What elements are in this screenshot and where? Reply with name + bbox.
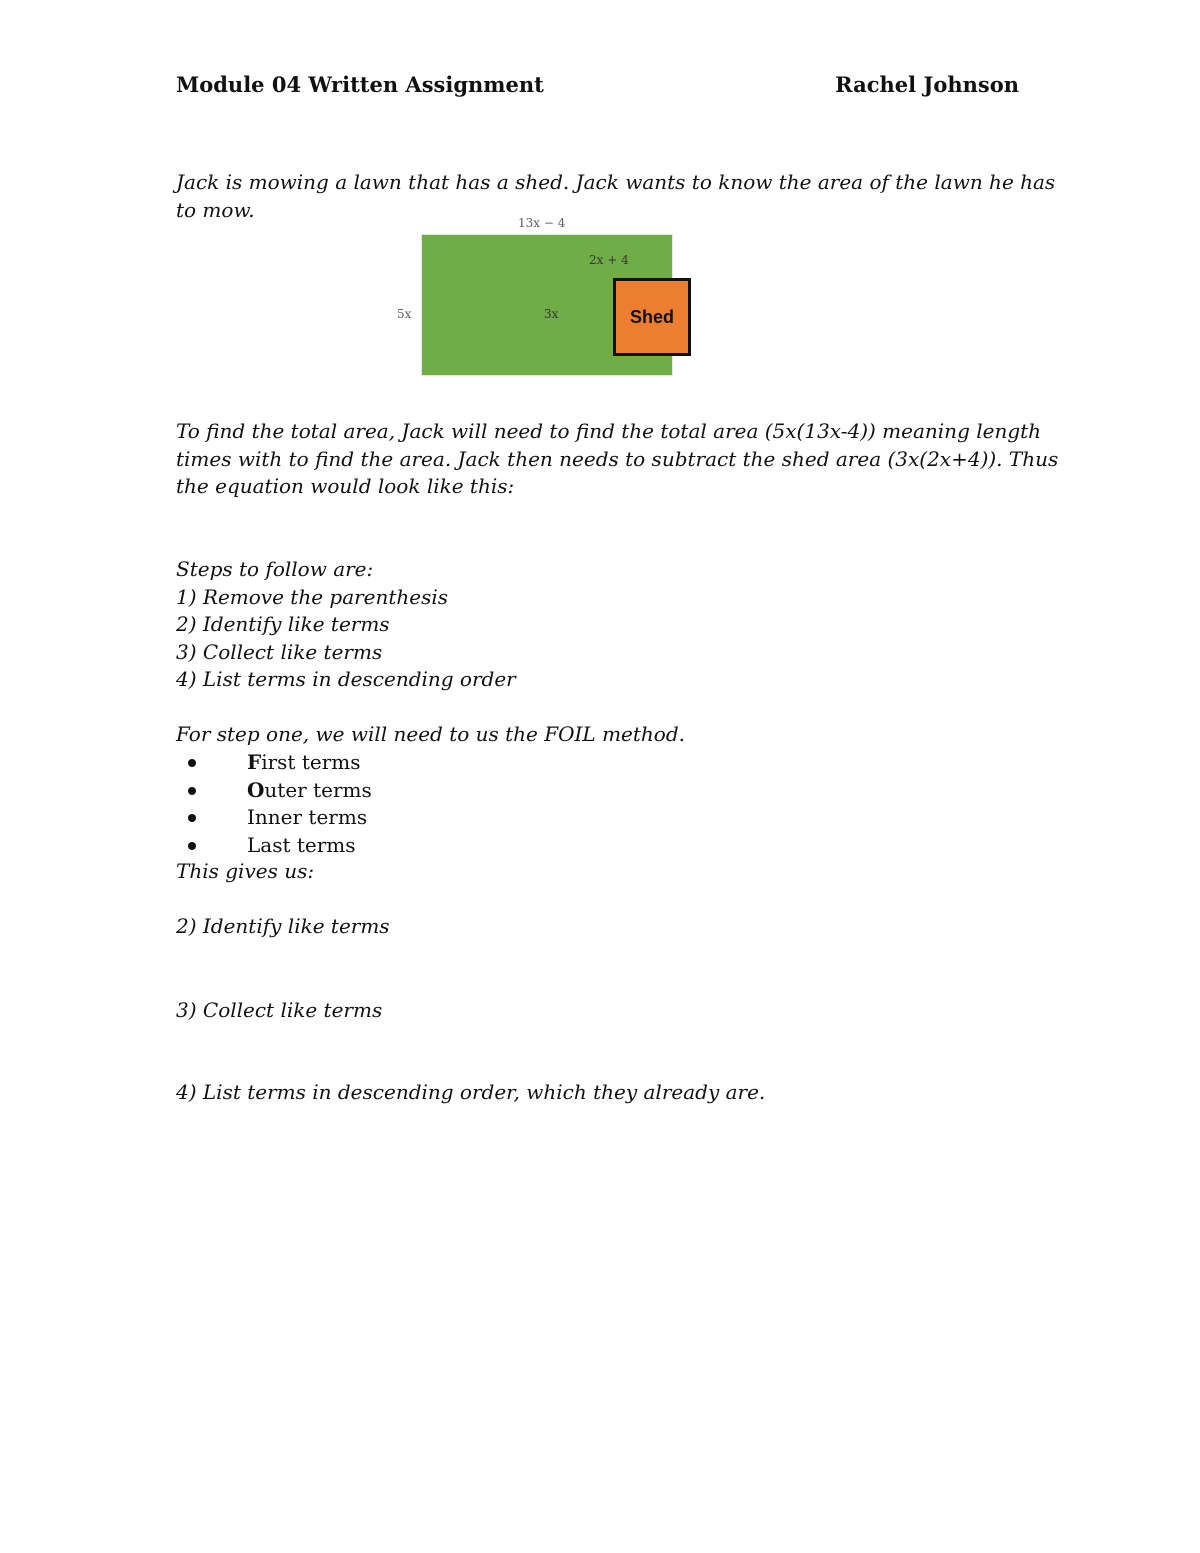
lawn-diagram (380, 210, 700, 380)
step-item: 2) Identify like terms (176, 612, 390, 636)
step-item: 1) Remove the parenthesis (176, 584, 449, 609)
shed-height-label: 3x (544, 307, 559, 321)
intro-line-2: to mow. (176, 197, 255, 222)
reasoning-line-1: To find the total area, Jack will need to find the total area (5x(13x-4)) meaning length (176, 419, 1042, 443)
steps-heading: Steps to follow are: (176, 557, 374, 581)
step-item: 4) List terms in descending order (176, 667, 516, 691)
lawn-width-label: 13x − 4 (518, 216, 566, 230)
bullet-icon (188, 814, 196, 822)
steps-list (176, 556, 1026, 694)
step3-heading: 3) Collect like terms (176, 998, 383, 1022)
bullet-icon (188, 759, 196, 767)
foil-bullet-item: First terms (176, 749, 372, 777)
lawn-height-label: 5x (397, 307, 412, 321)
reasoning-line-2: times with to find the area. Jack then needs to subtract the shed area (3x(2x+4)). Thus (176, 446, 1059, 471)
foil-bullet-item: Last terms (176, 832, 372, 860)
shed-label: Shed (629, 306, 674, 327)
bullet-icon (188, 842, 196, 850)
reasoning-line-3: the equation would look like this: (176, 474, 515, 498)
foil-intro: For step one, we will need to us the FOIL method. (176, 722, 685, 746)
shed-width-label: 2x + 4 (589, 253, 629, 267)
foil-bullet-list (176, 749, 372, 859)
step2-heading: 2) Identify like terms (176, 914, 390, 938)
author-name: Rachel Johnson (835, 72, 1019, 97)
foil-result-text: This gives us: (176, 859, 315, 883)
step4-heading: 4) List terms in descending order, which they already are. (176, 1080, 766, 1104)
intro-line-1: Jack is mowing a lawn that has a shed. Jack wants to know the area of the lawn he has (176, 170, 1056, 194)
document-title: Module 04 Written Assignment (176, 72, 544, 97)
step-item: 3) Collect like terms (176, 639, 383, 664)
bullet-icon (188, 787, 196, 795)
shed-square (613, 278, 691, 356)
reasoning-paragraph (176, 418, 1059, 501)
foil-bullet-item: Inner terms (176, 804, 372, 832)
foil-bullet-item: Outer terms (176, 777, 372, 805)
